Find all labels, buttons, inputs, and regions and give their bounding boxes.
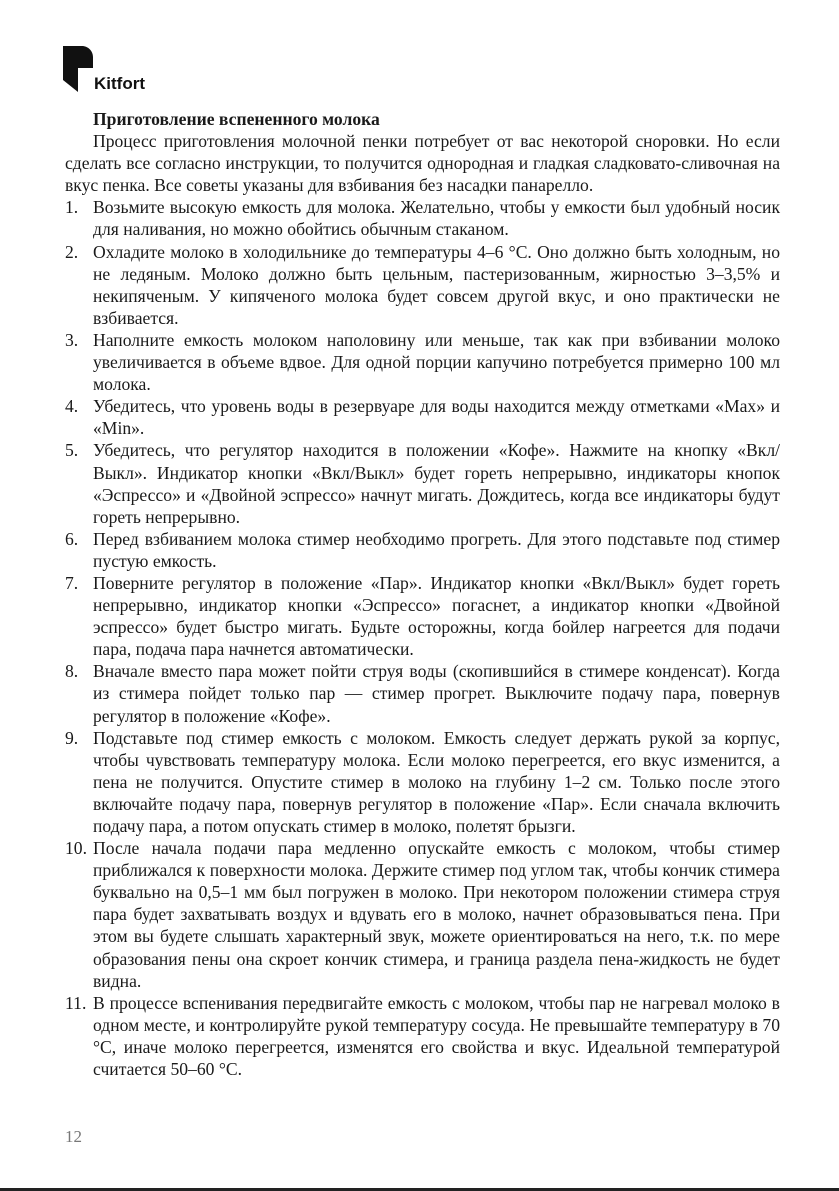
brand-logo (63, 46, 145, 92)
list-item (65, 660, 780, 726)
list-item (65, 329, 780, 395)
step-text: Наполните емкость молоком наполовину или меньше, так как при взбивании молоко увеличивается в объеме вдвое. Для одной порции капучино потребуется примерно 100 мл молока. (93, 329, 780, 395)
page-number: 12 (65, 1127, 82, 1146)
brand-name: Kitfort (94, 74, 145, 93)
step-number: 5. (65, 440, 79, 461)
step-text: Поверните регулятор в положение «Пар». Индикатор кнопки «Вкл/Выкл» будет гореть непрерывно, индикатор кнопки «Эспрессо» погаснет, а индикатор кнопки «Двойной эспрессо» будет быстро мигать. Будьте осторожны, когда бойлер нагреется для подачи пара, подача пара начнется автоматически. (93, 572, 780, 660)
step-text: Перед взбиванием молока стимер необходимо прогреть. Для этого подставьте под стимер пустую емкость. (93, 528, 780, 571)
step-text: Охладите молоко в холодильнике до температуры 4–6 °С. Оно должно быть холодным, но не ледяным. Молоко должно быть цельным, пастеризованным, жирностью 3–3,5% и некипяченым. У кипяченого молока будет совсем другой вкус, и оно практически не взбивается. (93, 241, 780, 328)
step-number: 1. (65, 197, 79, 218)
section-title: Приготовление вспененного молока (93, 109, 380, 129)
step-number: 2. (65, 241, 79, 262)
step-text: Убедитесь, что регулятор находится в положении «Кофе». Нажмите на кнопку «Вкл/Выкл». Индикатор кнопки «Вкл/Выкл» будет гореть непрерывно, индикаторы кнопок «Эспрессо» и «Двойной эспрессо» начнут мигать. Дождитесь, когда все индикаторы будут гореть непрерывно. (93, 440, 780, 527)
kitfort-logo-icon (63, 46, 93, 92)
step-text: После начала подачи пара медленно опускайте емкость с молоком, чтобы стимер приближался к поверхности молока. Держите стимер под углом так, чтобы кончик стимера буквально на 0,5–1 мм был погружен в молоко. При некотором положении стимера струя пара будет захватывать воздух и вдувать его в молоко, начнет образовываться пена. При этом вы будете слышать характерный звук, можете ориентироваться на него, т.к. по мере образования пены она скроет кончик стимера, и граница раздела пена-жидкость не будет видна. (93, 838, 780, 991)
steps-list (65, 196, 780, 1080)
step-number: 7. (65, 572, 79, 593)
list-item (65, 439, 780, 527)
step-number: 10. (65, 838, 87, 859)
step-text: В процессе вспенивания передвигайте емкость с молоком, чтобы пар не нагревал молоко в одном месте, и контролируйте рукой температуру сосуда. Не превышайте температуру в 70 °С, иначе молоко перегреется, изменятся его свойства и вкус. Идеальной температурой считается 50–60 °С. (93, 992, 780, 1080)
step-text: Вначале вместо пара может пойти струя воды (скопившийся в стимере конденсат). Когда из стимера пойдет только пар — стимер прогрет. Выключите подачу пара, повернув регулятор в положение «Кофе». (93, 661, 780, 726)
step-text: Подставьте под стимер емкость с молоком. Емкость следует держать рукой за корпус, чтобы чувствовать температуру молока. Если молоко перегреется, его вкус изменится, а пена не получится. Опустите стимер в молоко на глубину 1–2 см. Только после этого включайте подачу пара, повернув регулятор в положение «Пар». Если сначала включить подачу пара, а потом опускать стимер в молоко, полетят брызги. (93, 727, 780, 836)
step-text: Убедитесь, что уровень воды в резервуаре для воды находится между отметками «Max» и «Min». (93, 396, 780, 439)
step-text: Возьмите высокую емкость для молока. Желательно, чтобы у емкости был удобный носик для наливания, но можно обойтись обычным стаканом. (93, 197, 780, 240)
step-number: 11. (65, 992, 87, 1013)
list-item (65, 992, 780, 1080)
list-item (65, 837, 780, 992)
list-item (65, 727, 780, 837)
manual-content (65, 108, 780, 1080)
step-number: 6. (65, 528, 79, 549)
step-number: 8. (65, 661, 79, 682)
list-item (65, 395, 780, 439)
step-number: 3. (65, 329, 79, 350)
list-item (65, 196, 780, 240)
step-number: 4. (65, 396, 79, 417)
intro-paragraph: Процесс приготовления молочной пенки потребует от вас некоторой сноровки. Но если сделать все согласно инструкции, то получится однородная и гладкая сладковато-сливочная на вкус пенка. Все советы указаны для взбивания без насадки панарелло. (65, 131, 780, 196)
step-number: 9. (65, 727, 79, 748)
list-item (65, 572, 780, 660)
list-item (65, 241, 780, 329)
list-item (65, 528, 780, 572)
